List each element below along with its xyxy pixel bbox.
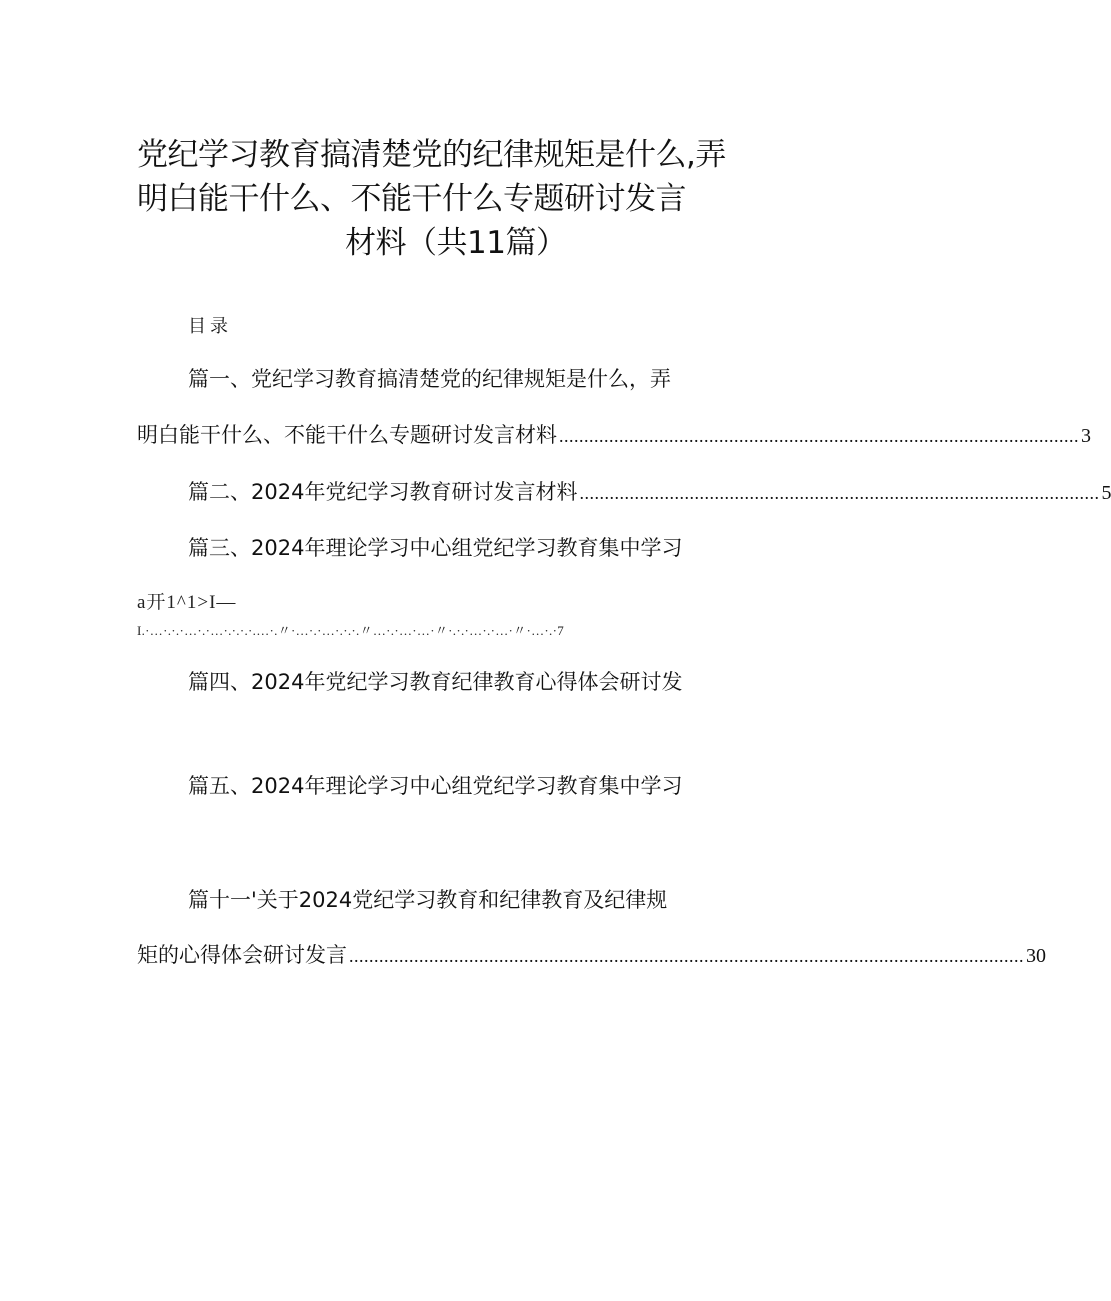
dot-leader: ........................................................................................................ bbox=[579, 483, 1100, 503]
toc-entry-5[interactable]: 篇五、2024年理论学习中心组党纪学习教育集中学习 bbox=[188, 774, 683, 798]
dot-leader: ........................................................................................................ bbox=[559, 426, 1079, 446]
title-line-1: 党纪学习教育搞清楚党的纪律规矩是什么,弄 bbox=[137, 137, 726, 173]
toc-entry-1-line-2[interactable] bbox=[137, 420, 1091, 451]
toc-entry-11-line-2[interactable] bbox=[137, 940, 1046, 971]
toc-entry-1-page: 3 bbox=[1081, 425, 1091, 447]
toc-entry-4[interactable]: 篇四、2024年党纪学习教育纪律教育心得体会研讨发 bbox=[188, 670, 683, 694]
toc-entry-3-line-1[interactable]: 篇三、2024年理论学习中心组党纪学习教育集中学习 bbox=[188, 536, 683, 560]
toc-entry-3-garbled-2: I.·…·.·.·…·.·…·.·.·.·.…·.〃·…·.·…·.·.·.〃…·.·…·…·〃·.·.·…·.·…·〃·…·.·7 bbox=[137, 623, 565, 638]
document-title bbox=[137, 133, 777, 265]
title-line-3: 材料（共11篇） bbox=[345, 225, 567, 261]
toc-entry-1-line-1[interactable]: 篇一、党纪学习教育搞清楚党的纪律规矩是什么，弄 bbox=[188, 367, 671, 391]
toc-entry-3-garbled-1: a开1^1>I— bbox=[137, 592, 237, 613]
toc-entry-2-text: 篇二、2024年党纪学习教育研讨发言材料 bbox=[188, 480, 578, 504]
toc-entry-11-page: 30 bbox=[1026, 945, 1046, 967]
toc-entry-11-text: 矩的心得体会研讨发言 bbox=[137, 943, 347, 967]
toc-entry-11-line-1[interactable]: 篇十一'关于2024党纪学习教育和纪律教育及纪律规 bbox=[188, 888, 668, 912]
toc-entry-1-text: 明白能干什么、不能干什么专题研讨发言材料 bbox=[137, 423, 557, 447]
dot-leader: ....................................................................................................................................... bbox=[349, 946, 1024, 966]
toc-heading: 目录 bbox=[188, 316, 232, 337]
toc-entry-2-page: 5 bbox=[1101, 482, 1111, 504]
toc-entry-2[interactable] bbox=[188, 477, 1111, 508]
title-line-2: 明白能干什么、不能干什么专题研讨发言 bbox=[137, 181, 686, 217]
